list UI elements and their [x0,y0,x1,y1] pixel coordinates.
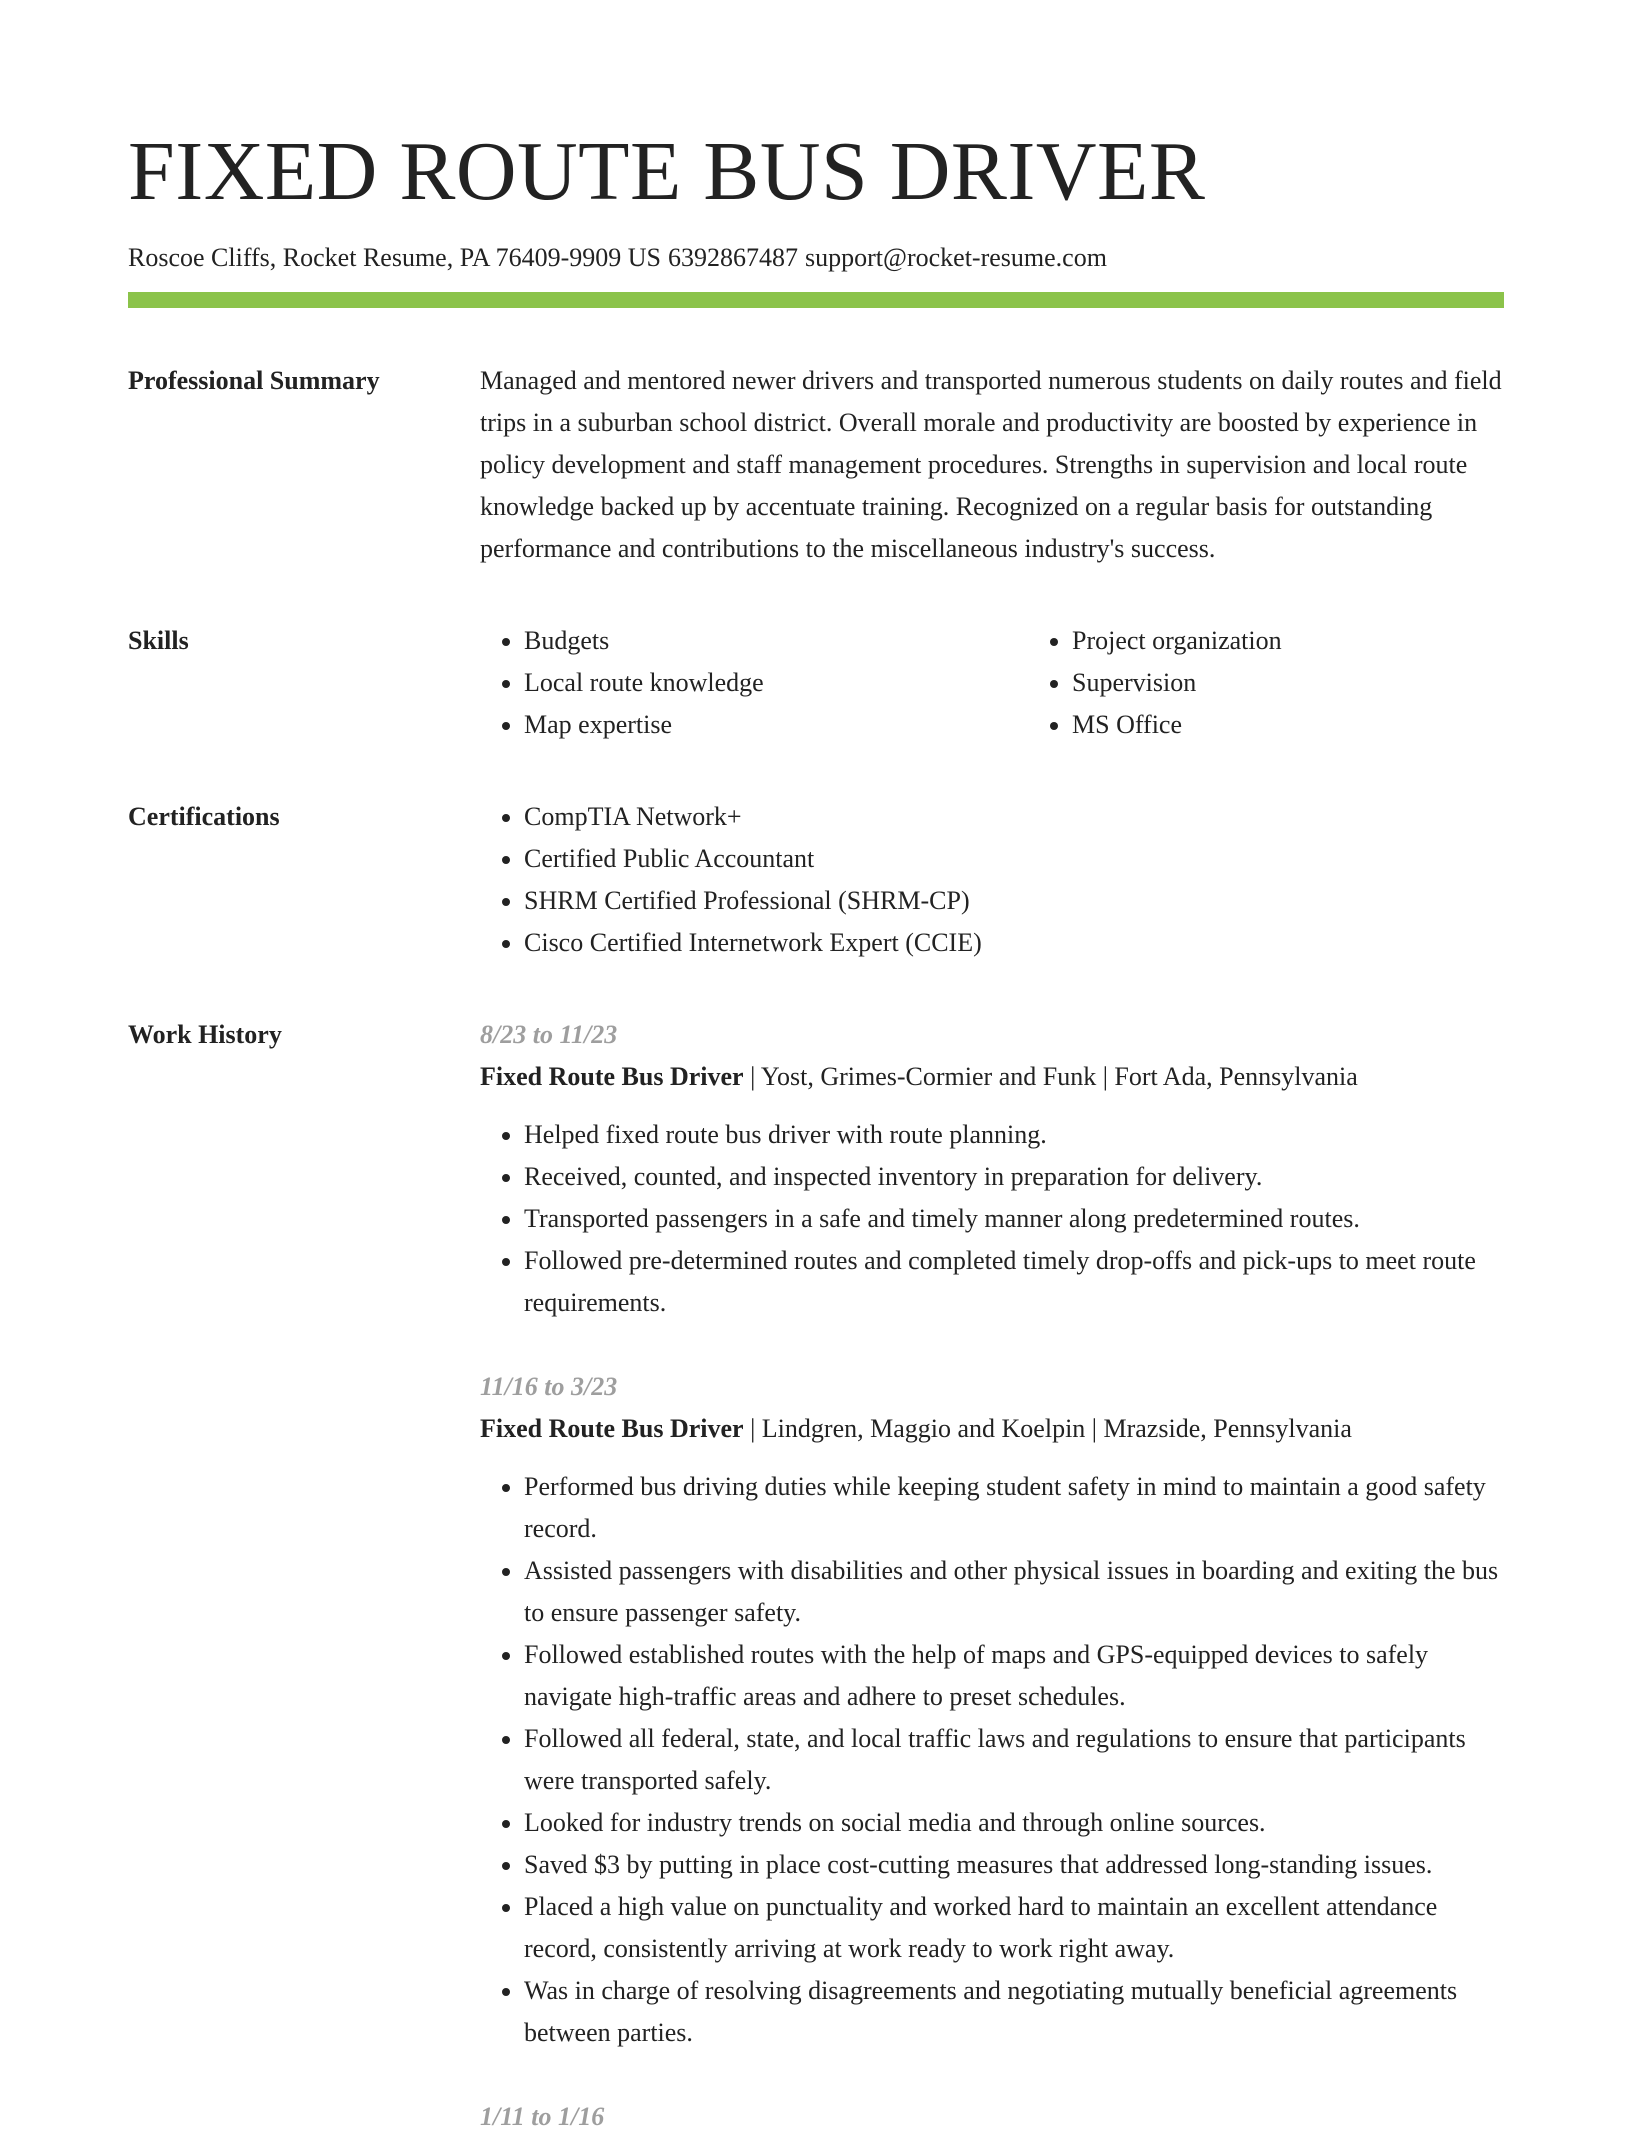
job-title: Fixed Route Bus Driver [480,1062,744,1091]
job-details: | Yost, Grimes-Cormier and Funk | Fort Ada, Pennsylvania [743,1062,1358,1091]
summary-text: Managed and mentored newer drivers and transported numerous students on daily routes and field trips in a suburban school district. Overall morale and productivity are boosted by experience in policy development and staff management procedures. Strengths in supervision and local route knowledge backed up by accentuate training. Recognized on a regular basis for outstanding performance and contributions to the miscellaneous industry's success. [480,366,1502,563]
contact-line [128,242,1504,274]
contact-phone: 6392867487 [668,243,799,272]
job-bullet: • Placed a high value on punctuality and worked hard to maintain an excellent attendance record, consistently arriving at work ready to work right away. [524,1886,1504,1970]
job-bullet: • Saved $3 by putting in place cost-cutting measures that addressed long-standing issues. [524,1844,1504,1886]
skills-label: Skills [128,626,189,655]
skill-item: • MS Office [1072,704,1576,746]
certifications-label: Certifications [128,802,280,831]
contact-email: support@rocket-resume.com [805,243,1107,272]
header-divider [128,292,1504,308]
job-bullet: • Transported passengers in a safe and timely manner along predetermined routes. [524,1198,1504,1240]
job-dates: 11/16 to 3/23 [480,1372,618,1401]
job-details: | Lindgren, Maggio and Koelpin | Mrazside, Pennsylvania [743,1414,1352,1443]
skills-list-right [1028,620,1576,746]
certifications-section [128,796,1504,964]
certification-item: • Cisco Certified Internetwork Expert (CCIE) [524,922,1504,964]
job-bullets [480,1466,1504,2054]
skill-item: • Supervision [1072,662,1576,704]
skill-item: • Project organization [1072,620,1576,662]
certifications-content [480,796,1504,964]
job-title: Fixed Route Bus Driver [480,1414,744,1443]
skill-item: • Map expertise [524,704,1028,746]
skills-list-left [480,620,1028,746]
job-bullet: • Followed pre-determined routes and completed timely drop-offs and pick-ups to meet route requirements. [524,1240,1504,1324]
job-entry [480,1366,1504,2054]
job-bullet: • Looked for industry trends on social media and through online sources. [524,1802,1504,1844]
certifications-list [480,796,1504,964]
job-dates: 1/11 to 1/16 [480,2102,605,2131]
job-dates: 8/23 to 11/23 [480,1020,618,1049]
skills-content [480,620,1504,746]
job-bullet: • Helped fixed route bus driver with route planning. [524,1114,1504,1156]
certification-item: • CompTIA Network+ [524,796,1504,838]
summary-section [128,360,1504,570]
skill-item: • Local route knowledge [524,662,1028,704]
summary-label: Professional Summary [128,366,380,395]
job-bullets [480,1114,1504,1324]
job-bullet: • Was in charge of resolving disagreements and negotiating mutually beneficial agreements between parties. [524,1970,1504,2054]
job-heading [480,1408,1504,1450]
resume-page [128,0,1504,2138]
resume-title: FIXED ROUTE BUS DRIVER [128,125,1206,218]
work-history-section [128,1014,1504,2138]
job-bullet: • Followed established routes with the help of maps and GPS-equipped devices to safely navigate high-traffic areas and adhere to preset schedules. [524,1634,1504,1718]
work-history-content [480,1014,1504,2138]
job-bullet: • Followed all federal, state, and local traffic laws and regulations to ensure that participants were transported safely. [524,1718,1504,1802]
skill-item: • Budgets [524,620,1028,662]
job-bullet: • Performed bus driving duties while keeping student safety in mind to maintain a good safety record. [524,1466,1504,1550]
summary-content [480,360,1504,570]
skills-section [128,620,1504,746]
job-heading [480,1056,1504,1098]
job-entry [480,1014,1504,1324]
certification-item: • Certified Public Accountant [524,838,1504,880]
work-history-label: Work History [128,1020,282,1049]
certification-item: • SHRM Certified Professional (SHRM-CP) [524,880,1504,922]
job-bullet: • Assisted passengers with disabilities and other physical issues in boarding and exiting the bus to ensure passenger safety. [524,1550,1504,1634]
job-bullet: • Received, counted, and inspected inventory in preparation for delivery. [524,1156,1504,1198]
job-entry [480,2096,1504,2138]
contact-address: Roscoe Cliffs, Rocket Resume, PA 76409-9909 US [128,243,662,272]
